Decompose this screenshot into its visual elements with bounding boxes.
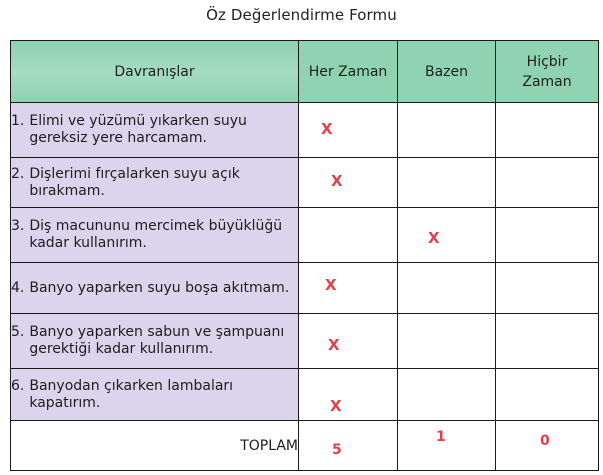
item-number: 5. (11, 324, 25, 340)
form-title: Öz Değerlendirme Formu (206, 6, 397, 24)
total-never-value: 0 (540, 433, 550, 449)
header-behaviors: Davranışlar (11, 41, 299, 103)
behavior-cell (11, 314, 299, 369)
total-sometimes[interactable] (398, 421, 496, 471)
x-mark-icon: X (428, 229, 440, 247)
table-row (11, 263, 599, 314)
item-number: 4. (11, 279, 25, 296)
self-assessment-table (10, 40, 599, 471)
table-row (11, 314, 599, 369)
item-text: Banyo yaparken sabun ve şampuanı gerektiği kadar kullanırım. (29, 324, 285, 357)
table-row (11, 158, 599, 208)
cell-sometimes[interactable] (398, 314, 496, 369)
cell-never[interactable] (496, 158, 599, 208)
cell-always[interactable] (299, 263, 398, 314)
header-never-line1: Hiçbir (526, 53, 568, 70)
item-text: Banyo yaparken suyu boşa akıtmam. (29, 279, 290, 296)
cell-never[interactable] (496, 263, 599, 314)
header-never-line2: Zaman (522, 73, 572, 90)
behavior-cell (11, 158, 299, 208)
cell-never[interactable] (496, 103, 599, 158)
cell-never[interactable] (496, 314, 599, 369)
item-number: 2. (11, 165, 25, 182)
cell-sometimes[interactable] (398, 369, 496, 421)
cell-always[interactable] (299, 314, 398, 369)
item-number: 1. (11, 113, 25, 129)
item-number: 3. (11, 218, 25, 234)
x-mark-icon: X (330, 397, 342, 415)
table-row (11, 103, 599, 158)
total-always[interactable] (299, 421, 398, 471)
table-row (11, 208, 599, 263)
item-text: Elimi ve yüzümü yıkarken suyu gereksiz yere harcamam. (29, 113, 247, 146)
header-sometimes: Bazen (398, 41, 496, 103)
cell-sometimes[interactable] (398, 208, 496, 263)
total-label: TOPLAM (11, 421, 299, 471)
item-number: 6. (11, 377, 25, 394)
cell-sometimes[interactable] (398, 158, 496, 208)
cell-never[interactable] (496, 369, 599, 421)
behavior-cell (11, 263, 299, 314)
x-mark-icon: X (325, 276, 337, 294)
item-text: Banyodan çıkarken lambaları kapatırım. (29, 377, 234, 411)
total-row (11, 421, 599, 471)
cell-always[interactable] (299, 208, 398, 263)
item-text: Dişlerimi fırçalarken suyu açık bırakmam. (29, 165, 240, 199)
cell-always[interactable] (299, 103, 398, 158)
cell-sometimes[interactable] (398, 103, 496, 158)
header-never (496, 41, 599, 103)
item-text: Diş macununu mercimek büyüklüğü kadar kullanırım. (29, 218, 283, 251)
x-mark-icon: X (331, 172, 343, 190)
header-row (11, 41, 599, 103)
header-always: Her Zaman (299, 41, 398, 103)
total-never[interactable] (496, 421, 599, 471)
behavior-cell (11, 103, 299, 158)
cell-sometimes[interactable] (398, 263, 496, 314)
behavior-cell (11, 369, 299, 421)
x-mark-icon: X (328, 336, 340, 354)
cell-always[interactable] (299, 369, 398, 421)
cell-always[interactable] (299, 158, 398, 208)
total-always-value: 5 (332, 442, 342, 458)
behavior-cell (11, 208, 299, 263)
x-mark-icon: X (321, 120, 333, 138)
cell-never[interactable] (496, 208, 599, 263)
total-sometimes-value: 1 (436, 429, 446, 445)
table-row (11, 369, 599, 421)
